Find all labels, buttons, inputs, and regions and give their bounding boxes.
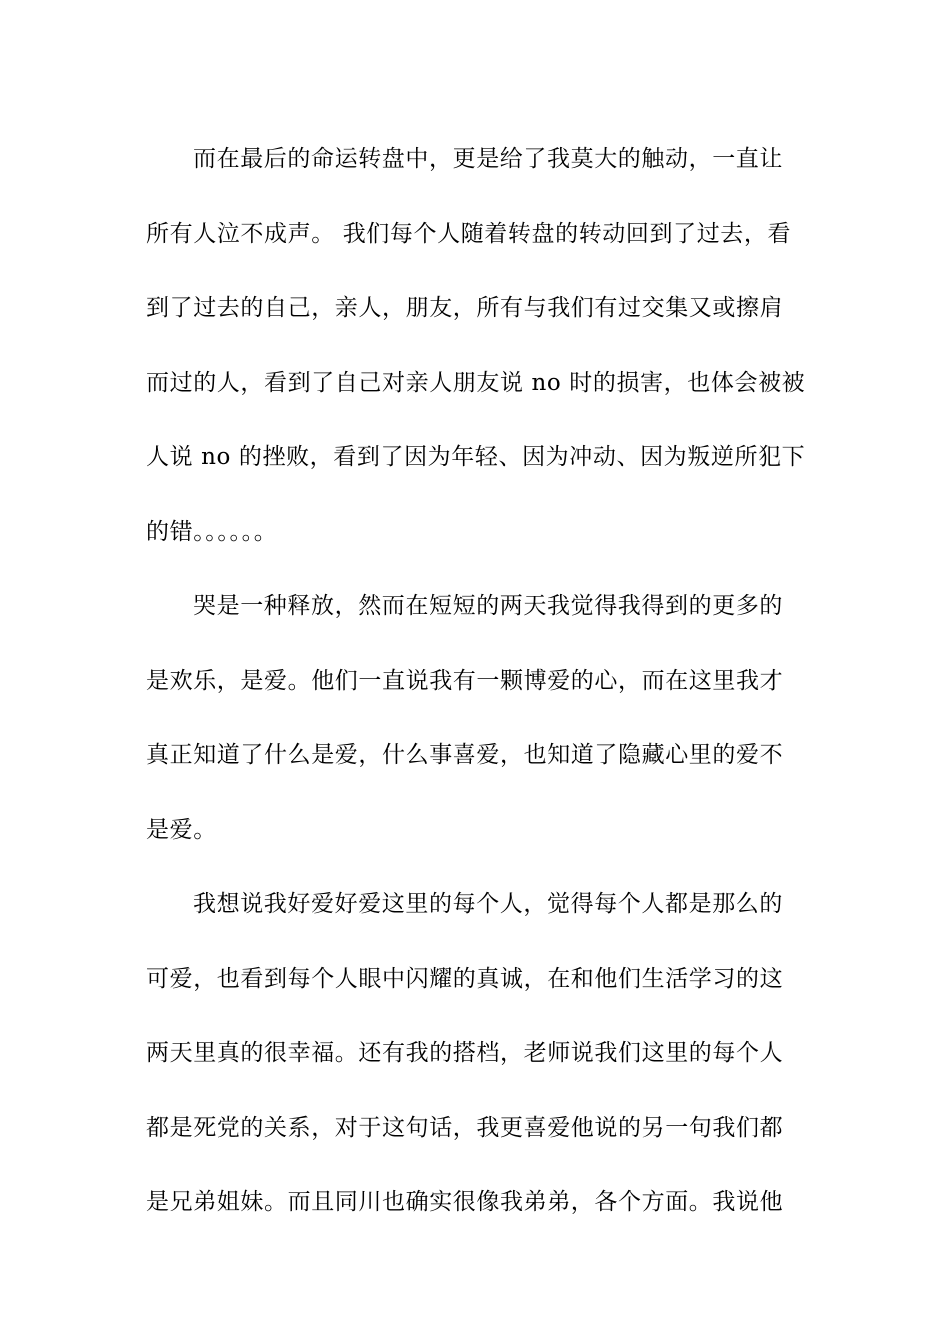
text-line: 都是死党的关系，对于这句话，我更喜爱他说的另一句我们都 xyxy=(146,1114,784,1141)
text-line: 而在最后的命运转盘中，更是给了我莫大的触动，一直让 xyxy=(193,146,783,172)
document-body xyxy=(146,122,806,1240)
text-line: 哭是一种释放，然而在短短的两天我觉得我得到的更多的 xyxy=(193,593,783,619)
paragraph-1 xyxy=(146,122,806,569)
text-line: 真正知道了什么是爱，什么事喜爱，也知道了隐藏心里的爱不 xyxy=(146,742,784,768)
text-line: 两天里真的很幸福。还有我的搭档，老师说我们这里的每个人 xyxy=(146,1040,784,1066)
text-line: 是兄弟姐妹。而且同川也确实很像我弟弟，各个方面。我说他 xyxy=(146,1189,784,1215)
paragraph-2 xyxy=(146,569,806,867)
text-line: 是欢乐，是爱。他们一直说我有一颗博爱的心，而在这里我才 xyxy=(146,667,784,694)
paragraph-3 xyxy=(146,867,806,1240)
text-line: 人说 no 的挫败，看到了因为年轻、因为冲动、因为叛逆所犯下 xyxy=(146,444,806,470)
text-line: 所有人泣不成声。 我们每个人随着转盘的转动回到了过去，看 xyxy=(146,220,792,247)
text-line: 的错。。。。。。 xyxy=(146,518,278,545)
text-line: 可爱，也看到每个人眼中闪耀的真诚，在和他们生活学习的这 xyxy=(146,965,784,992)
text-line: 我想说我好爱好爱这里的每个人，觉得每个人都是那么的 xyxy=(193,891,783,917)
text-line: 而过的人，看到了自己对亲人朋友说 no 时的损害，也体会被被 xyxy=(146,369,806,396)
text-line: 是爱。 xyxy=(146,816,217,843)
text-line: 到了过去的自己，亲人，朋友，所有与我们有过交集又或擦肩 xyxy=(146,295,784,321)
